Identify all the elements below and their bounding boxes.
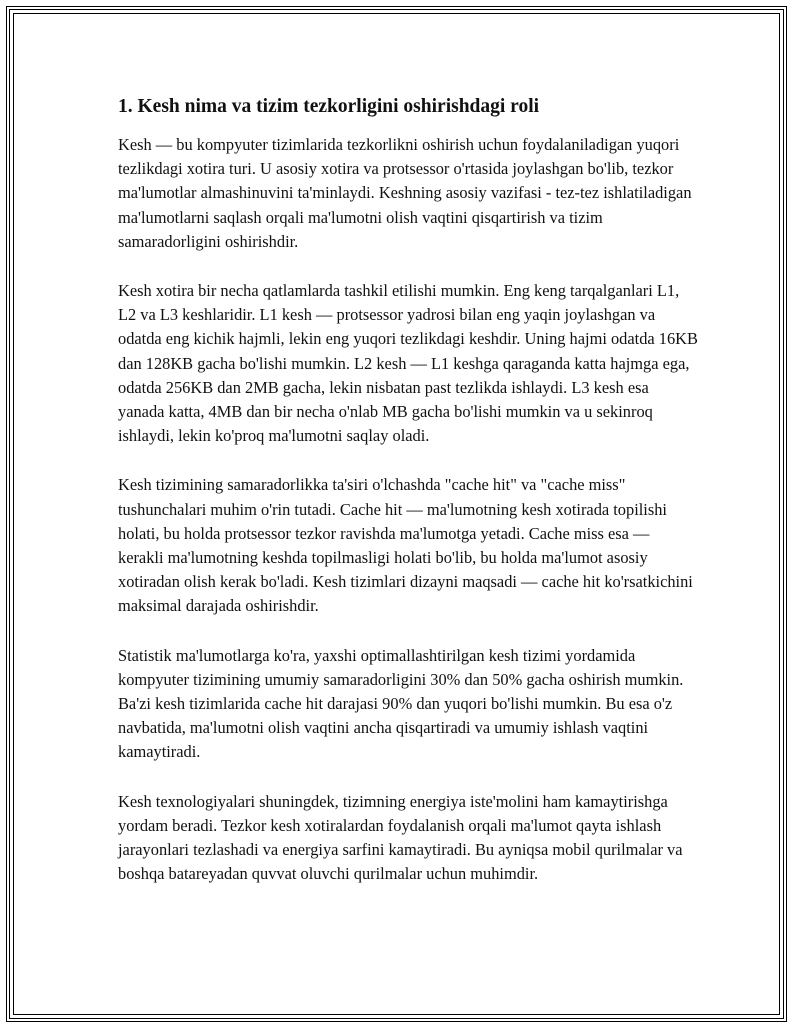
paragraph-hit-miss: Kesh tizimining samaradorlikka ta'siri o'lchashda "cache hit" va "cache miss" tushunchalari muhim o'rin tutadi. Cache hit — ma'lumotning kesh xotirada topilishi holati, bu holda protsessor tezkor ravishda ma'lumotga yetadi. Cache miss esa — kerakli ma'lumotning keshda topilmasligi holati bo'lib, bu holda ma'lumot asosiy xotiradan olish kerak bo'ladi. Kesh tizimlari dizayni maqsadi — cache hit ko'rsatkichini maksimal darajada oshirishdir.: [118, 475, 693, 616]
paragraph-statistics: Statistik ma'lumotlarga ko'ra, yaxshi optimallashtirilgan kesh tizimi yordamida kompyuter tizimining umumiy samaradorligini 30% dan 50% gacha oshirish mumkin. Ba'zi kesh tizimlarida cache hit darajasi 90% dan yuqori bo'lishi mumkin. Bu esa o'z navbatida, ma'lumotni olish vaqtini ancha qisqartiradi va umumiy ishlash vaqtini kamaytiradi.: [118, 645, 684, 762]
paragraph-definition: Kesh — bu kompyuter tizimlarida tezkorlikni oshirish uchun foydalaniladigan yuqori tezlikdagi xotira turi. U asosiy xotira va protsessor o'rtasida joylashgan bo'lib, tezkor ma'lumotlar almashinuvini ta'minlaydi. Keshning asosiy vazifasi - tez-tez ishlatiladigan ma'lumotlarni saqlash orqali ma'lumotni olish vaqtini qisqartirish va tizim samaradorligini oshirishdir.: [118, 135, 692, 251]
section-title: 1. Kesh nima va tizim tezkorligini oshirishdagi roli: [118, 96, 540, 117]
paragraph-energy: Kesh texnologiyalari shuningdek, tizimning energiya iste'molini ham kamaytirishga yordam beradi. Tezkor kesh xotiralardan foydalanish orqali ma'lumot qayta ishlash jarayonlari tezlashadi va energiya sarfini kamaytiradi. Bu ayniqsa mobil qurilmalar va boshqa batareyadan quvvat oluvchi qurilmalar uchun muhimdir.: [118, 791, 683, 884]
paragraph-cache-levels: Kesh xotira bir necha qatlamlarda tashkil etilishi mumkin. Eng keng tarqalganlari L1, L2 va L3 keshlaridir. L1 kesh — protsessor yadrosi bilan eng yaqin joylashgan va odatda eng kichik hajmli, lekin eng yuqori tezlikdagi keshdir. Uning hajmi odatda 16KB dan 128KB gacha bo'lishi mumkin. L2 kesh — L1 keshga qaraganda katta hajmga ega, odatda 256KB dan 2MB gacha, lekin nisbatan past tezlikda ishlaydi. L3 kesh esa yanada katta, 4MB dan bir necha o'nlab MB gacha bo'lishi mumkin va u sekinroq ishlaydi, lekin ko'proq ma'lumotni saqlay oladi.: [118, 281, 698, 446]
document-body: [118, 94, 698, 911]
